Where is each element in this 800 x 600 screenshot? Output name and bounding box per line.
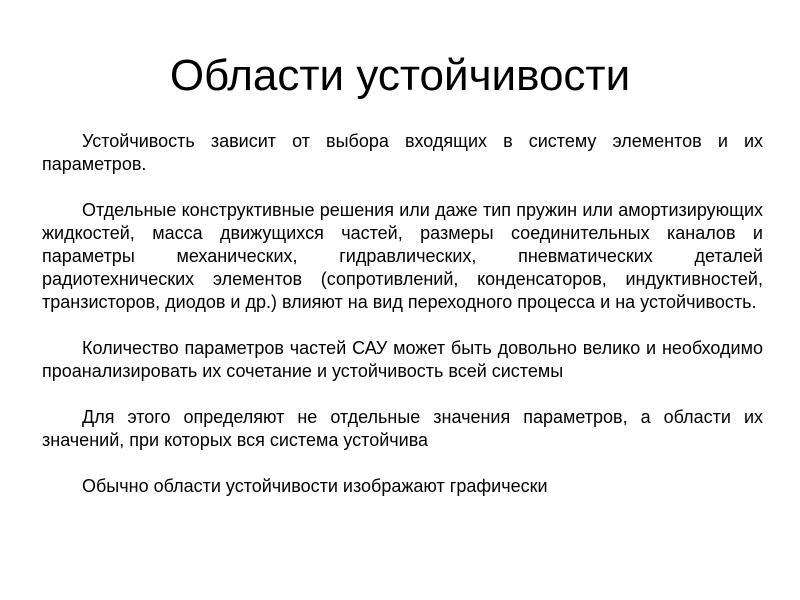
- slide-body: [42, 130, 763, 498]
- paragraph-stability-dependence: Устойчивость зависит от выбора входящих в систему элементов и их параметров.: [42, 131, 763, 174]
- paragraph-graphical-representation: Обычно области устойчивости изображают графически: [82, 476, 548, 496]
- paragraph-parameter-count: Количество параметров частей САУ может быть довольно велико и необходимо проанализировать их сочетание и устойчивость всей системы: [42, 338, 763, 381]
- paragraph-design-factors: Отдельные конструктивные решения или даже тип пружин или амортизирующих жидкостей, масса движущихся частей, размеры соединительных каналов и параметры механических, гидравлических, пневматических деталей радиотехнических элементов (сопротивлений, конденсаторов, индуктивностей, транзисторов, диодов и др.) влияют на вид переходного процесса и на устойчивость.: [42, 200, 763, 312]
- paragraph-parameter-regions: Для этого определяют не отдельные значения параметров, а области их значений, при которых вся система устойчива: [42, 407, 763, 450]
- slide-title: Области устойчивости: [169, 51, 631, 100]
